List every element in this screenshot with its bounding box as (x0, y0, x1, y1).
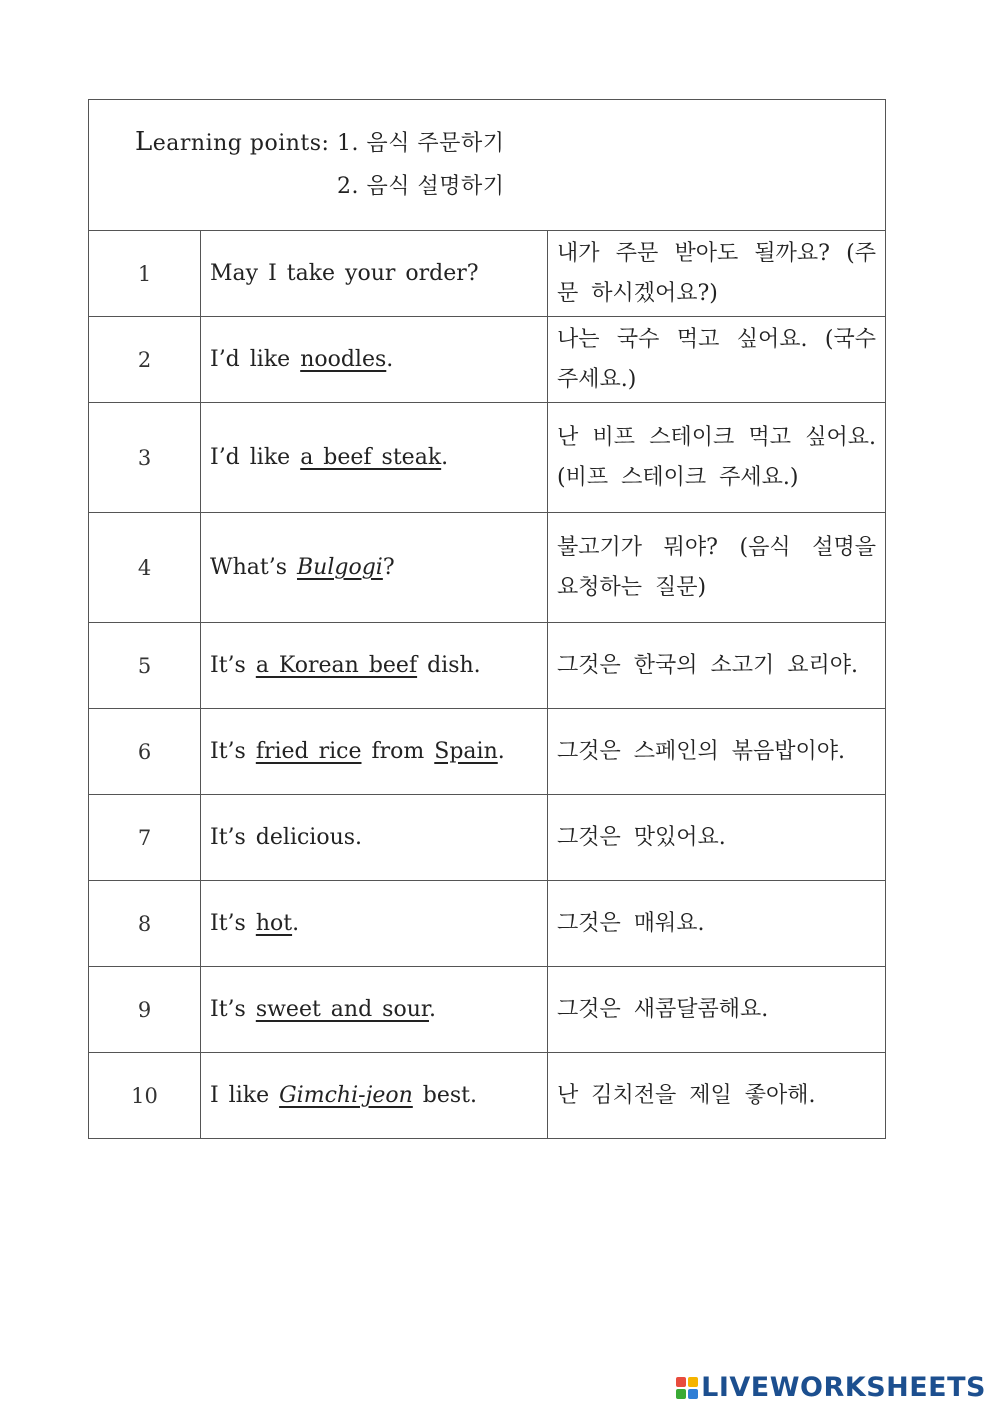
sentence-text: I’d like (210, 445, 301, 470)
table-row (89, 623, 886, 709)
row-number: 2 (89, 317, 201, 403)
header-cell (89, 100, 886, 231)
sentence-text: It’s (210, 997, 256, 1022)
logo-square (688, 1377, 698, 1387)
logo-square (688, 1389, 698, 1399)
learning-point-2: 2. 음식 설명하기 (337, 174, 505, 199)
sentence-text: . (441, 445, 449, 470)
food-name-italic: Gimchi-jeon (279, 1083, 413, 1108)
logo-square (676, 1377, 686, 1387)
korean-translation: 그것은 새콤달콤해요. (548, 967, 886, 1053)
korean-translation: 그것은 스페인의 볶음밥이야. (548, 709, 886, 795)
keyword-underlined: fried rice (255, 739, 362, 764)
english-sentence (201, 1053, 548, 1139)
english-sentence (201, 317, 548, 403)
english-sentence (201, 709, 548, 795)
sentence-text: . (292, 911, 300, 936)
sentence-text: I like (210, 1083, 280, 1108)
korean-translation: 그것은 한국의 소고기 요리야. (548, 623, 886, 709)
learning-point-1: 1. 음식 주문하기 (336, 131, 505, 156)
row-number: 6 (89, 709, 201, 795)
liveworksheets-logo-icon (676, 1377, 698, 1399)
english-sentence (201, 623, 548, 709)
korean-translation: 내가 주문 받아도 될까요? (주문 하시겠어요?) (548, 231, 886, 317)
english-sentence (201, 881, 548, 967)
row-number: 10 (89, 1053, 201, 1139)
keyword-underlined: a Korean beef (255, 653, 418, 678)
table-row (89, 513, 886, 623)
korean-translation: 그것은 매워요. (548, 881, 886, 967)
table-row (89, 231, 886, 317)
english-sentence (201, 403, 548, 513)
sentence-text: . (497, 739, 505, 764)
title-initial: L (135, 127, 153, 157)
sentence-text: What’s (210, 555, 298, 580)
sentence-text: It’s (210, 911, 256, 936)
sentence-text: It’s delicious. (210, 825, 363, 850)
sentence-text: ? (382, 555, 395, 580)
table-row (89, 881, 886, 967)
row-number: 9 (89, 967, 201, 1053)
liveworksheets-brand: LIVEWORKSHEETS (701, 1372, 986, 1403)
korean-translation: 불고기가 뭐야? (음식 설명을 요청하는 질문) (548, 513, 886, 623)
row-number: 7 (89, 795, 201, 881)
learning-points-line-2 (337, 169, 885, 200)
sentence-text: May I take your order? (210, 261, 479, 286)
english-sentence (201, 967, 548, 1053)
table-row (89, 709, 886, 795)
learning-points-table (88, 99, 886, 1139)
english-sentence (201, 231, 548, 317)
row-number: 1 (89, 231, 201, 317)
sentence-text: from (361, 739, 435, 764)
learning-points-line-1 (135, 126, 885, 157)
table-row (89, 317, 886, 403)
sentence-text: best. (412, 1083, 478, 1108)
sentence-text: I’d like (210, 347, 301, 372)
title-rest: earning points: (152, 131, 330, 156)
table-row (89, 403, 886, 513)
keyword-underlined: hot (255, 911, 293, 936)
table-row (89, 1053, 886, 1139)
korean-translation: 난 비프 스테이크 먹고 싶어요.(비프 스테이크 주세요.) (548, 403, 886, 513)
english-sentence (201, 513, 548, 623)
table-row (89, 967, 886, 1053)
keyword-underlined: sweet and sour (255, 997, 429, 1022)
header-row (89, 100, 886, 231)
sentence-text: . (428, 997, 436, 1022)
sentence-text: . (386, 347, 394, 372)
logo-square (676, 1389, 686, 1399)
korean-translation: 나는 국수 먹고 싶어요. (국수 주세요.) (548, 317, 886, 403)
liveworksheets-footer (676, 1372, 986, 1403)
keyword-underlined: Spain (434, 739, 498, 764)
korean-translation: 그것은 맛있어요. (548, 795, 886, 881)
row-number: 4 (89, 513, 201, 623)
keyword-underlined: a beef steak (300, 445, 442, 470)
row-number: 3 (89, 403, 201, 513)
english-sentence (201, 795, 548, 881)
table-row (89, 795, 886, 881)
food-name-italic: Bulgogi (297, 555, 383, 580)
row-number: 8 (89, 881, 201, 967)
keyword-underlined: noodles (300, 347, 387, 372)
sentence-text: It’s (210, 739, 256, 764)
korean-translation: 난 김치전을 제일 좋아해. (548, 1053, 886, 1139)
sentence-text: dish. (417, 653, 481, 678)
row-number: 5 (89, 623, 201, 709)
sentence-text: It’s (210, 653, 256, 678)
